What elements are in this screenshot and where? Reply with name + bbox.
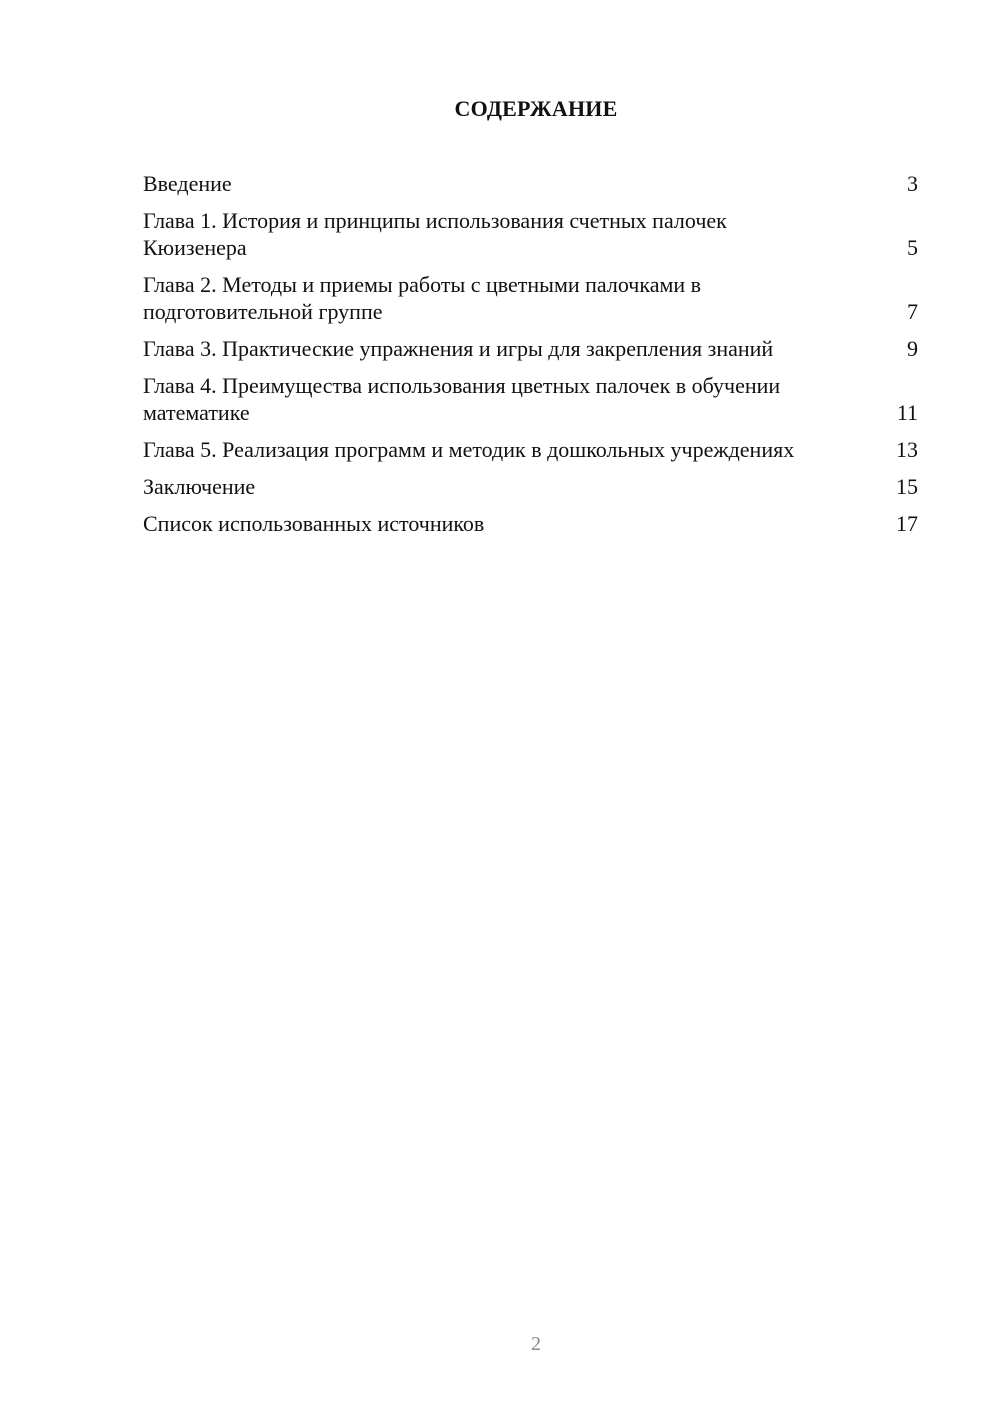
toc-entry-title: Список использованных источников: [143, 511, 485, 536]
toc-entry-page: 7: [907, 299, 918, 324]
toc-entry-title: Глава 2. Методы и приемы работы с цветными палочками в подготовительной группе: [143, 272, 702, 324]
toc-entry-page: 5: [907, 235, 918, 260]
toc-entry: [143, 510, 918, 537]
toc-entry: [143, 271, 918, 325]
toc-entry-title: Глава 3. Практические упражнения и игры для закрепления знаний: [143, 336, 774, 361]
toc-entry-title: Глава 1. История и принципы использования счетных палочек Кюизенера: [143, 208, 727, 260]
toc-entry: [143, 170, 918, 197]
page-number: 2: [531, 1333, 541, 1355]
toc-entry: [143, 436, 918, 463]
toc-entry: [143, 207, 918, 261]
toc-entry: [143, 372, 918, 426]
toc-entry-page: 11: [896, 400, 918, 425]
page-title: СОДЕРЖАНИЕ: [454, 96, 618, 121]
toc-entry-page: 3: [907, 171, 918, 196]
toc-entry-title: Введение: [143, 171, 232, 196]
toc-entry-title: Глава 5. Реализация программ и методик в дошкольных учреждениях: [143, 437, 795, 462]
toc-entry-page: 15: [896, 474, 918, 499]
toc-entry: [143, 473, 918, 500]
toc-entry-title: Заключение: [143, 474, 256, 499]
toc-entry-page: 13: [896, 437, 918, 462]
toc-entry-title: Глава 4. Преимущества использования цветных палочек в обучении математике: [143, 373, 781, 425]
toc-entry-page: 17: [896, 511, 918, 536]
table-of-contents: [143, 170, 918, 547]
toc-entry: [143, 335, 918, 362]
toc-entry-page: 9: [907, 336, 918, 361]
